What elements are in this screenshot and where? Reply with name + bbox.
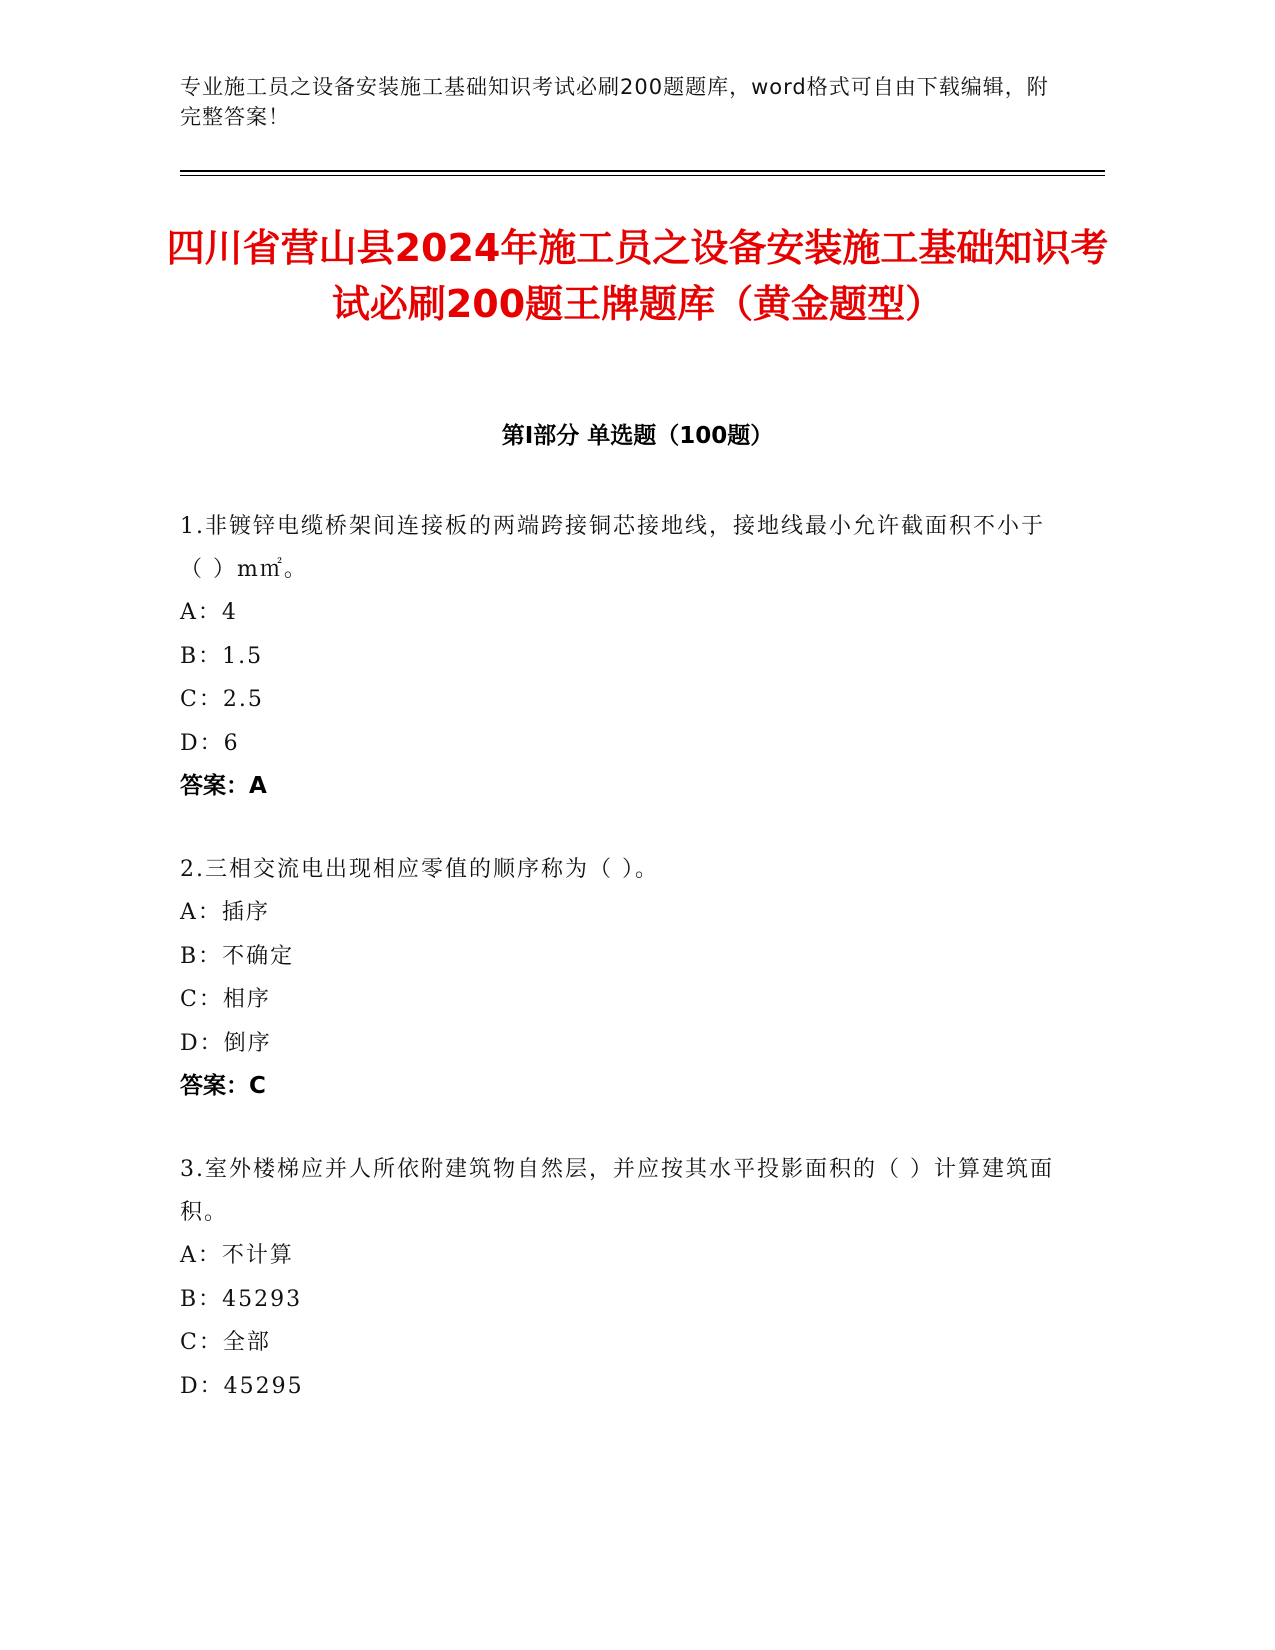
header-divider-thick bbox=[180, 170, 1105, 172]
option-d: D：倒序 bbox=[180, 1030, 272, 1056]
document-title: 四川省营山县2024年施工员之设备安装施工基础知识考试必刷200题王牌题库（黄金题型） bbox=[166, 226, 1109, 326]
option-b: B：1.5 bbox=[180, 643, 264, 669]
header-divider-thin bbox=[180, 175, 1105, 176]
header-note: 专业施工员之设备安装施工基础知识考试必刷200题题库，word格式可自由下载编辑，附完整答案！ bbox=[180, 75, 1049, 129]
option-a: A：不计算 bbox=[180, 1243, 294, 1268]
option-a: A：插序 bbox=[180, 900, 270, 925]
option-c: C：相序 bbox=[180, 987, 271, 1012]
question-stem: 1.非镀锌电缆桥架间连接板的两端跨接铜芯接地线，接地线最小允许截面积不小于（ ）m㎡。 bbox=[180, 514, 1045, 582]
question-2 bbox=[180, 848, 1060, 1108]
option-b: B：不确定 bbox=[180, 943, 295, 969]
question-3 bbox=[180, 1148, 1060, 1408]
answer-label: 答案：C bbox=[180, 1073, 266, 1099]
question-list bbox=[180, 505, 1060, 1448]
option-c: C：2.5 bbox=[180, 687, 264, 712]
option-a: A：4 bbox=[180, 600, 238, 625]
question-1 bbox=[180, 505, 1060, 808]
option-c: C：全部 bbox=[180, 1330, 271, 1355]
option-d: D：6 bbox=[180, 730, 240, 756]
option-b: B：45293 bbox=[180, 1286, 303, 1312]
section-heading: 第Ⅰ部分 单选题（100题） bbox=[501, 423, 774, 449]
answer-label: 答案：A bbox=[180, 773, 267, 799]
option-d: D：45295 bbox=[180, 1373, 304, 1399]
question-stem: 3.室外楼梯应并人所依附建筑物自然层，并应按其水平投影面积的（ ）计算建筑面积。 bbox=[180, 1157, 1054, 1225]
question-stem: 2.三相交流电出现相应零值的顺序称为（ ）。 bbox=[180, 857, 659, 882]
